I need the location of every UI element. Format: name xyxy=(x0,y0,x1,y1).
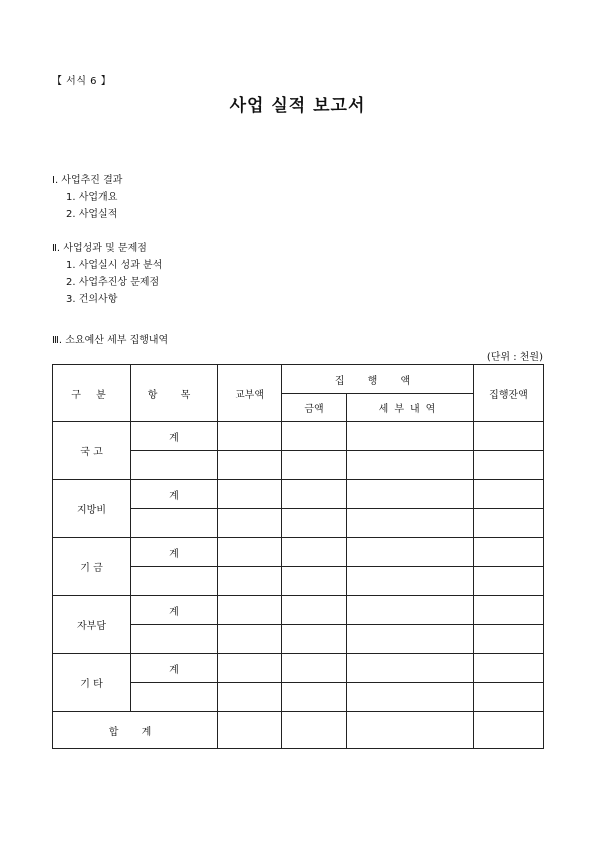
cell-detail[interactable] xyxy=(347,509,474,538)
cell-balance[interactable] xyxy=(474,422,544,451)
row-group-label: 기 타 xyxy=(53,654,131,712)
subtotal-label: 계 xyxy=(131,480,218,509)
cell-detail[interactable] xyxy=(347,596,474,625)
cell-grant[interactable] xyxy=(218,422,282,451)
cell-balance[interactable] xyxy=(474,451,544,480)
cell-amount[interactable] xyxy=(282,625,347,654)
form-number-tag: 【 서식 6 】 xyxy=(52,76,112,87)
header-detail: 세부내역 xyxy=(347,394,474,422)
section-1-item: 1. 사업개요 xyxy=(66,192,118,203)
document-title: 사업 실적 보고서 xyxy=(229,96,366,116)
cell-detail[interactable] xyxy=(347,451,474,480)
cell-detail[interactable] xyxy=(347,654,474,683)
cell-detail[interactable] xyxy=(347,567,474,596)
cell-amount[interactable] xyxy=(282,509,347,538)
row-group-label: 국 고 xyxy=(53,422,131,480)
cell-amount[interactable] xyxy=(282,451,347,480)
cell-balance[interactable] xyxy=(474,596,544,625)
cell-balance[interactable] xyxy=(474,480,544,509)
budget-execution-table xyxy=(52,364,544,749)
cell-grant[interactable] xyxy=(218,480,282,509)
total-amount[interactable] xyxy=(282,712,347,749)
section-2-item: 1. 사업실시 성과 분석 xyxy=(66,260,163,271)
section-2-heading: Ⅱ. 사업성과 및 문제점 xyxy=(52,243,147,254)
cell-grant[interactable] xyxy=(218,625,282,654)
cell-amount[interactable] xyxy=(282,567,347,596)
cell-grant[interactable] xyxy=(218,451,282,480)
cell-amount[interactable] xyxy=(282,596,347,625)
header-amount: 금액 xyxy=(282,394,347,422)
cell-detail[interactable] xyxy=(347,480,474,509)
cell-balance[interactable] xyxy=(474,625,544,654)
cell-item[interactable] xyxy=(131,451,218,480)
cell-balance[interactable] xyxy=(474,538,544,567)
cell-grant[interactable] xyxy=(218,538,282,567)
section-2-item: 3. 건의사항 xyxy=(66,294,118,305)
cell-detail[interactable] xyxy=(347,422,474,451)
row-group-label: 기 금 xyxy=(53,538,131,596)
cell-grant[interactable] xyxy=(218,567,282,596)
cell-detail[interactable] xyxy=(347,538,474,567)
cell-detail[interactable] xyxy=(347,625,474,654)
cell-grant[interactable] xyxy=(218,654,282,683)
header-item: 항 목 xyxy=(131,365,218,422)
total-detail[interactable] xyxy=(347,712,474,749)
report-outline xyxy=(52,172,162,308)
total-label: 합 계 xyxy=(53,712,218,749)
subtotal-label: 계 xyxy=(131,654,218,683)
cell-grant[interactable] xyxy=(218,509,282,538)
subtotal-label: 계 xyxy=(131,596,218,625)
cell-item[interactable] xyxy=(131,509,218,538)
cell-item[interactable] xyxy=(131,683,218,712)
cell-detail[interactable] xyxy=(347,683,474,712)
cell-amount[interactable] xyxy=(282,654,347,683)
unit-note: (단위 : 천원) xyxy=(486,352,543,363)
cell-balance[interactable] xyxy=(474,567,544,596)
subtotal-label: 계 xyxy=(131,422,218,451)
row-group-label: 지방비 xyxy=(53,480,131,538)
cell-grant[interactable] xyxy=(218,596,282,625)
row-group-label: 자부담 xyxy=(53,596,131,654)
section-1-item: 2. 사업실적 xyxy=(66,209,118,220)
subtotal-label: 계 xyxy=(131,538,218,567)
cell-balance[interactable] xyxy=(474,509,544,538)
cell-grant[interactable] xyxy=(218,683,282,712)
header-grant: 교부액 xyxy=(218,365,282,422)
total-balance[interactable] xyxy=(474,712,544,749)
cell-amount[interactable] xyxy=(282,480,347,509)
cell-amount[interactable] xyxy=(282,683,347,712)
cell-amount[interactable] xyxy=(282,422,347,451)
header-balance: 집행잔액 xyxy=(474,365,544,422)
header-execution: 집 행 액 xyxy=(282,365,474,394)
cell-item[interactable] xyxy=(131,567,218,596)
header-category: 구 분 xyxy=(53,365,131,422)
total-grant[interactable] xyxy=(218,712,282,749)
section-2-item: 2. 사업추진상 문제점 xyxy=(66,277,160,288)
cell-balance[interactable] xyxy=(474,683,544,712)
cell-amount[interactable] xyxy=(282,538,347,567)
cell-item[interactable] xyxy=(131,625,218,654)
cell-balance[interactable] xyxy=(474,654,544,683)
section-3-heading: Ⅲ. 소요예산 세부 집행내역 xyxy=(52,335,169,346)
section-1-heading: Ⅰ. 사업추진 결과 xyxy=(52,175,123,186)
